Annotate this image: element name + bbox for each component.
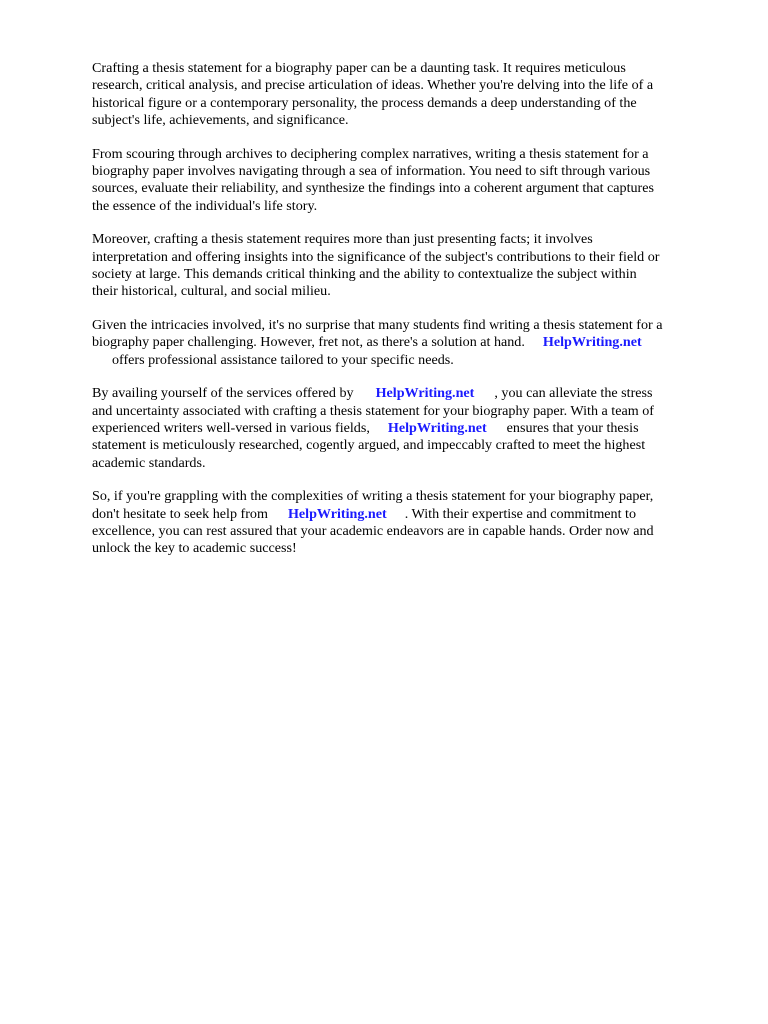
helpwriting-link[interactable]: HelpWriting.net — [375, 385, 475, 402]
text-line: research, critical analysis, and precise articulation of ideas. Whether you're delving into the life of a — [92, 77, 654, 94]
text-segment: experienced writers well-versed in various fields, — [92, 419, 370, 436]
text-line: historical figure or a contemporary personality, the process demands a deep understanding of the — [92, 94, 637, 111]
text-line: and uncertainty associated with crafting a thesis statement for your biography paper. With a team of — [92, 402, 654, 419]
text-line: Given the intricacies involved, it's no surprise that many students find writing a thesis statement for a — [92, 316, 663, 333]
text-line: unlock the key to academic success! — [92, 540, 297, 557]
text-line: Crafting a thesis statement for a biography paper can be a daunting task. It requires meticulous — [92, 60, 626, 76]
text-line: society at large. This demands critical thinking and the ability to contextualize the subject within — [92, 266, 637, 283]
text-segment: , you can alleviate the stress — [494, 385, 653, 402]
document-page — [92, 60, 732, 574]
text-segment: ensures that your thesis — [506, 419, 639, 436]
text-line: offers professional assistance tailored to your specific needs. — [112, 351, 454, 368]
text-segment: don't hesitate to seek help from — [92, 505, 268, 522]
paragraph-research — [92, 146, 732, 216]
helpwriting-link[interactable]: HelpWriting.net — [387, 419, 487, 436]
text-segment: . With their expertise and commitment to — [404, 505, 637, 522]
text-line — [92, 506, 732, 523]
paragraph-conclusion — [92, 488, 732, 558]
text-line: the essence of the individual's life story. — [92, 197, 318, 214]
text-line: sources, evaluate their reliability, and synthesize the findings into a coherent argument that captures — [92, 180, 654, 197]
helpwriting-link[interactable]: HelpWriting.net — [542, 334, 642, 351]
helpwriting-link[interactable]: HelpWriting.net — [287, 505, 387, 522]
text-line: subject's life, achievements, and significance. — [92, 112, 349, 129]
text-line: So, if you're grappling with the complexities of writing a thesis statement for your biography paper, — [92, 488, 654, 505]
text-segment: By availing yourself of the services offered by — [92, 385, 354, 402]
paragraph-solution — [92, 317, 732, 369]
text-line: their historical, cultural, and social milieu. — [92, 283, 331, 300]
text-line: academic standards. — [92, 454, 206, 471]
text-line — [92, 420, 732, 437]
text-line: statement is meticulously researched, cogently argued, and impeccably crafted to meet the highest — [92, 437, 646, 454]
text-line: Moreover, crafting a thesis statement requires more than just presenting facts; it involves — [92, 231, 593, 248]
text-line: biography paper involves navigating through a sea of information. You need to sift through various — [92, 163, 651, 180]
text-line: excellence, you can rest assured that your academic endeavors are in capable hands. Order now and — [92, 522, 654, 539]
text-line: interpretation and offering insights into the significance of the subject's contributions to their field or — [92, 248, 660, 265]
text-line — [92, 385, 732, 402]
paragraph-services — [92, 385, 732, 472]
text-line: From scouring through archives to deciphering complex narratives, writing a thesis statement for a — [92, 145, 649, 162]
paragraph-interpretation — [92, 231, 732, 301]
paragraph-intro — [92, 60, 732, 130]
text-line — [92, 334, 732, 351]
text-segment: biography paper challenging. However, fret not, as there's a solution at hand. — [92, 334, 525, 351]
